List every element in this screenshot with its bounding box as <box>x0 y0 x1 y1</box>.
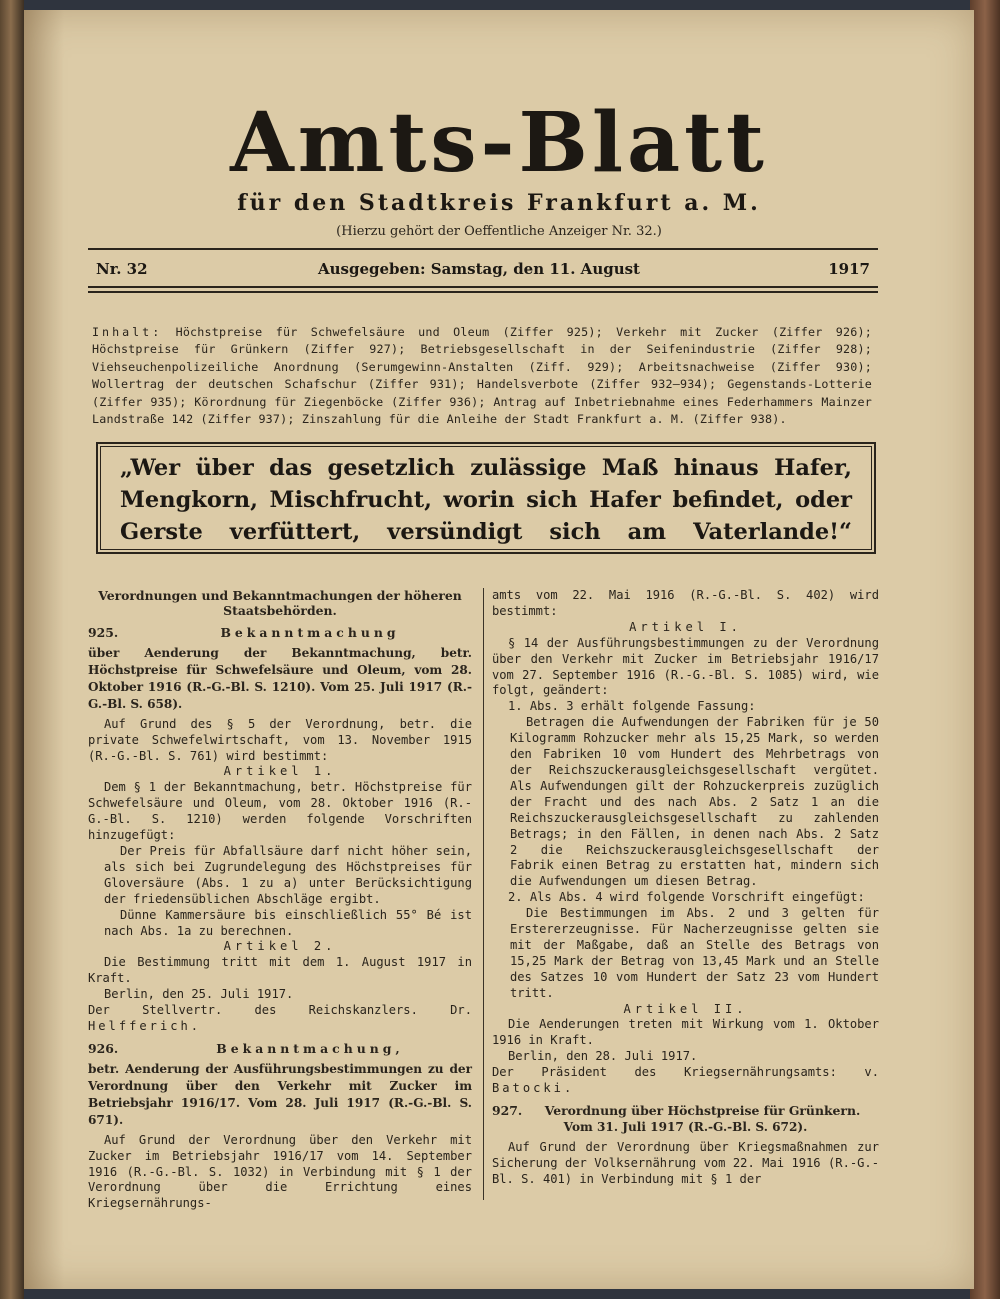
notice-927-date: Vom 31. Juli 1917 (R.-G.-Bl. S. 672). <box>563 1119 808 1134</box>
notice-926-signatory: Batocki. <box>492 1081 575 1096</box>
notice-926-title: Bekanntmachung, <box>216 1040 404 1056</box>
notice-927-title: Verordnung über Höchstpreise für Grünkern. <box>544 1103 861 1118</box>
notice-925-article-2: Artikel 2. <box>223 939 337 954</box>
notice-926-item-1: 1. Abs. 3 erhält folgende Fassung: <box>508 699 756 714</box>
notice-926-place-date: Berlin, den 28. Juli 1917. <box>508 1049 698 1064</box>
notice-926-subject: betr. Aenderung der Ausführungsbestimmungen zu der Verordnung über den Verkehr mit Zucker im Betriebsjahr 1916/17. Vom 28. Juli 1917 (R.-G.-Bl. S. 671). <box>88 1061 472 1127</box>
issue-year: 1917 <box>828 260 870 278</box>
notice-926-signature <box>492 1065 879 1097</box>
motto-text: „Wer über das gesetzlich zulässige Maß hinaus Hafer, Mengkorn, Mischfrucht, worin sich Hafer befindet, oder Gerste verfüttert, versündigt sich am Vaterlande!“ <box>120 455 852 545</box>
notice-925-abfallsaeure: Der Preis für Abfallsäure darf nicht höher sein, als sich bei Zugrundelegung des Höchstpreises für Gloversäure (Abs. 1 zu a) unter Berücksichtigung der friedensüblichen Abschläge ergibt. <box>104 843 472 906</box>
notice-926-article-1: Artikel I. <box>629 619 742 634</box>
issue-date: Ausgegeben: Samstag, den 11. August <box>318 260 640 278</box>
notice-925-signature-text: Der Stellvertr. des Reichskanzlers. Dr. <box>88 1003 472 1018</box>
notice-926-article-2: Artikel II. <box>623 1001 748 1016</box>
notice-925-article-2-text: Die Bestimmung tritt mit dem 1. August 1917 in Kraft. <box>88 955 472 986</box>
section-heading: Verordnungen und Bekanntmachungen der höheren Staatsbehörden. <box>98 588 462 619</box>
masthead-title: Amts-Blatt <box>230 95 768 191</box>
notice-925-signature <box>88 1003 472 1035</box>
masthead-rule-bottom-double <box>88 291 878 293</box>
notice-925-article-1-text: Dem § 1 der Bekanntmachung, betr. Höchstpreise für Schwefelsäure und Oleum, vom 28. Oktober 1916 (R.-G.-Bl. S. 1210) werden folgende Vorschriften hinzugefügt: <box>88 780 472 843</box>
notice-926-item-2-text: Die Bestimmungen im Abs. 2 und 3 gelten für Erstererzeugnisse. Für Nacherzeugnisse gelten sie mit der Maßgabe, daß an Stelle des Betrags von 15,25 Mark der Betrag von 13,45 Mark und an Stelle des Satzes 10 vom Hundert der Satz 23 vom Hundert tritt. <box>510 906 879 1000</box>
notice-927-number: 927. <box>492 1103 523 1118</box>
notice-925-signatory: Helfferich. <box>88 1018 202 1033</box>
notice-926-article-2-text: Die Aenderungen treten mit Wirkung vom 1. Oktober 1916 in Kraft. <box>492 1017 879 1048</box>
notice-925-kammersaeure: Dünne Kammersäure bis einschließlich 55° Bé ist nach Abs. 1a zu berechnen. <box>104 907 472 938</box>
notice-925-article-1: Artikel 1. <box>223 764 337 779</box>
notice-926-article-1-text: § 14 der Ausführungsbestimmungen zu der Verordnung über den Verkehr mit Zucker im Betriebsjahr 1916/17 vom 27. September 1916 (R.-G.-Bl. S. 1085) wird, wie folgt, geändert: <box>492 635 879 698</box>
column-divider <box>483 588 484 1200</box>
masthead-rule-bottom <box>88 286 878 288</box>
masthead-subtitle: für den Stadtkreis Frankfurt a. M. <box>237 190 761 216</box>
table-of-contents <box>92 324 872 428</box>
issue-line <box>88 260 878 282</box>
masthead-rule-top <box>88 248 878 250</box>
notice-925-number: 925. <box>88 624 119 640</box>
masthead-note: (Hierzu gehört der Oeffentliche Anzeiger Nr. 32.) <box>336 224 662 239</box>
book-spine-left <box>0 0 24 1299</box>
notice-925-preamble: Auf Grund des § 5 der Verordnung, betr. die private Schwefelwirtschaft, vom 13. November 1915 (R.-G.-Bl. S. 761) wird bestimmt: <box>88 716 472 763</box>
contents-text: Höchstpreise für Schwefelsäure und Oleum (Ziffer 925); Verkehr mit Zucker (Ziffer 926); Höchstpreise für Grünkern (Ziffer 927); Betriebsgesellschaft in der Seifenindustrie (Ziffer 928); Viehseuchenpolizeiliche Anordnung (Serumgewinn-Anstalten (Ziff. 929); Arbeitsnachweise (Ziffer 930); Wollertrag der deutschen Schafschur (Ziffer 931); Handelsverbote (Ziffer 932—934); Gegenstands-Lotterie (Ziffer 935); Körordnung für Ziegenböcke (Ziffer 936); Antrag auf Inbetriebnahme eines Federhammers Mainzer Landstraße 142 (Ziffer 937); Zinszahlung für die Anleihe der Stadt Frankfurt a. M. (Ziffer 938). <box>92 325 872 427</box>
notice-926-signature-text: Der Präsident des Kriegsernährungsamts: v. <box>492 1065 879 1080</box>
notice-927-header <box>492 1103 879 1119</box>
notice-925-subject: über Aenderung der Bekanntmachung, betr. Höchstpreise für Schwefelsäure und Oleum, vom 28. Oktober 1916 (R.-G.-Bl. S. 1210). Vom 25. Juli 1917 (R.-G.-Bl. S. 658). <box>88 645 472 711</box>
notice-925-header <box>88 625 472 641</box>
notice-927-preamble: Auf Grund der Verordnung über Kriegsmaßnahmen zur Sicherung der Volksernährung vom 22. Mai 1916 (R.-G.-Bl. S. 401) in Verbindung mit § 1 der <box>492 1139 879 1186</box>
notice-925-title: Bekanntmachung <box>220 624 400 640</box>
right-column <box>492 588 879 1188</box>
contents-label: Inhalt: <box>92 325 163 339</box>
notice-926-item-1-text: Betragen die Aufwendungen der Fabriken für je 50 Kilogramm Rohzucker mehr als 15,25 Mark, so werden den Fabriken 10 vom Hundert des Mehrbetrags von der Reichszuckerausgleichsgesellschaft vergütet. Als Aufwendungen gilt der Rohzuckerpreis zuzüglich der Fracht und des nach Abs. 2 Satz 1 an die Reichszuckerausgleichsgesellschaft zu zahlenden Betrags; in den Fällen, in denen nach Abs. 2 Satz 2 die Reichszuckerausgleichsgesellschaft der Fabrik einen Betrag zu erstatten hat, mindern sich die Aufwendungen um diesen Betrag. <box>510 715 879 889</box>
left-column <box>88 588 472 1212</box>
notice-926-preamble-cont: amts vom 22. Mai 1916 (R.-G.-Bl. S. 402) wird bestimmt: <box>492 588 879 618</box>
book-spine-right <box>970 0 1000 1299</box>
motto-box <box>96 442 876 554</box>
notice-926-number: 926. <box>88 1040 119 1056</box>
notice-925-place-date: Berlin, den 25. Juli 1917. <box>104 987 294 1002</box>
notice-926-item-2: 2. Als Abs. 4 wird folgende Vorschrift eingefügt: <box>508 890 865 905</box>
newspaper-page <box>24 10 974 1289</box>
notice-926-header <box>88 1041 472 1057</box>
notice-926-preamble: Auf Grund der Verordnung über den Verkehr mit Zucker im Betriebsjahr 1916/17 vom 14. September 1916 (R.-G.-Bl. S. 1032) in Verbindung mit § 1 der Verordnung über die Errichtung eines Kriegsernährungs- <box>88 1132 472 1211</box>
issue-number: Nr. 32 <box>96 260 148 278</box>
